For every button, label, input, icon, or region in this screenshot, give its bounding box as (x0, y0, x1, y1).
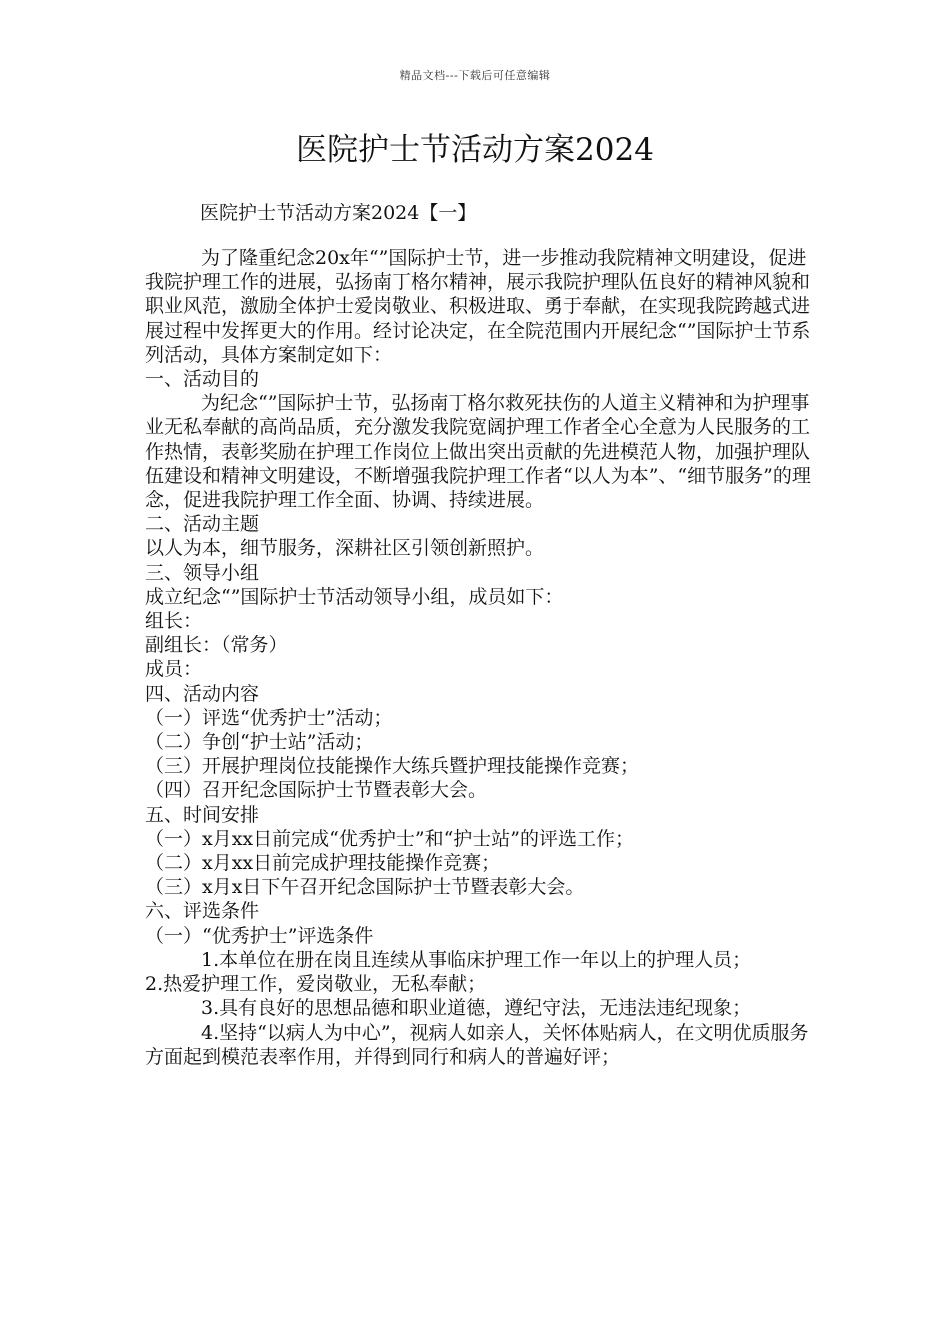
paragraph: （三）开展护理岗位技能操作大练兵暨护理技能操作竞赛； (145, 755, 640, 778)
header-note: 精品文档---下载后可任意编辑 (399, 69, 551, 82)
paragraph: 二、活动主题 (145, 513, 260, 536)
paragraph: 成员： (145, 658, 203, 681)
paragraph: （二）x月xx日前完成护理技能操作竞赛； (145, 852, 501, 875)
paragraph: 四、活动内容 (145, 682, 260, 705)
paragraph: （一）x月xx日前完成“优秀护士”和“护士站”的评选工作； (145, 827, 635, 850)
paragraph: 1.本单位在册在岗且连续从事临床护理工作一年以上的护理人员； (201, 948, 752, 971)
paragraph: 三、领导小组 (145, 561, 260, 584)
paragraph: （一）评选“优秀护士”活动； (145, 706, 393, 729)
paragraph: （一）“优秀护士”评选条件 (145, 924, 374, 947)
paragraph: 一、活动目的 (145, 368, 260, 391)
paragraph: 六、评选条件 (145, 900, 260, 923)
document-subtitle: 医院护士节活动方案2024【一】 (200, 202, 477, 224)
paragraph: 3.具有良好的思想品德和职业道德，遵纪守法，无违法违纪现象； (201, 997, 752, 1020)
paragraph: （三）x月x日下午召开纪念国际护士节暨表彰大会。 (145, 876, 585, 899)
paragraph: 4.坚持“以病人为中心”，视病人如亲人，关怀体贴病人，在文明优质服务方面起到模范表率作用，并得到同行和病人的普遍好评； (145, 1021, 809, 1068)
paragraph: 2.热爱护理工作，爱岗敬业，无私奉献； (145, 973, 487, 996)
paragraph: 组长： (145, 610, 203, 633)
paragraph: 为了隆重纪念20x年“”国际护士节，进一步推动我院精神文明建设，促进我院护理工作的进展，弘扬南丁格尔精神，展示我院护理队伍良好的精神风貌和职业风范，激励全体护士爱岗敬业、积极进取、勇于奉献，在实现我院跨越式进展过程中发挥更大的作用。经讨论决定，在全院范围内开展纪念“”国际护士节系列活动，具体方案制定如下： (145, 247, 811, 366)
paragraph: 为纪念“”国际护士节，弘扬南丁格尔救死扶伤的人道主义精神和为护理事业无私奉献的高尚品质，充分激发我院宽阔护理工作者全心全意为人民服务的工作热情，表彰奖励在护理工作岗位上做出突出贡献的先进模范人物，加强护理队伍建设和精神文明建设，不断增强我院护理工作者“以人为本”、“细节服务”的理念，促进我院护理工作全面、协调、持续进展。 (145, 392, 811, 512)
paragraph: （二）争创“护士站”活动； (145, 731, 374, 754)
paragraph: 成立纪念“”国际护士节活动领导小组，成员如下： (145, 585, 564, 608)
document-title: 医院护士节活动方案2024 (296, 132, 654, 168)
paragraph: 副组长：（常务） (145, 634, 288, 657)
document-body (145, 246, 815, 1069)
paragraph: 五、时间安排 (145, 803, 260, 826)
paragraph: 以人为本，细节服务，深耕社区引领创新照护。 (145, 537, 545, 560)
paragraph: （四）召开纪念国际护士节暨表彰大会。 (145, 779, 488, 802)
